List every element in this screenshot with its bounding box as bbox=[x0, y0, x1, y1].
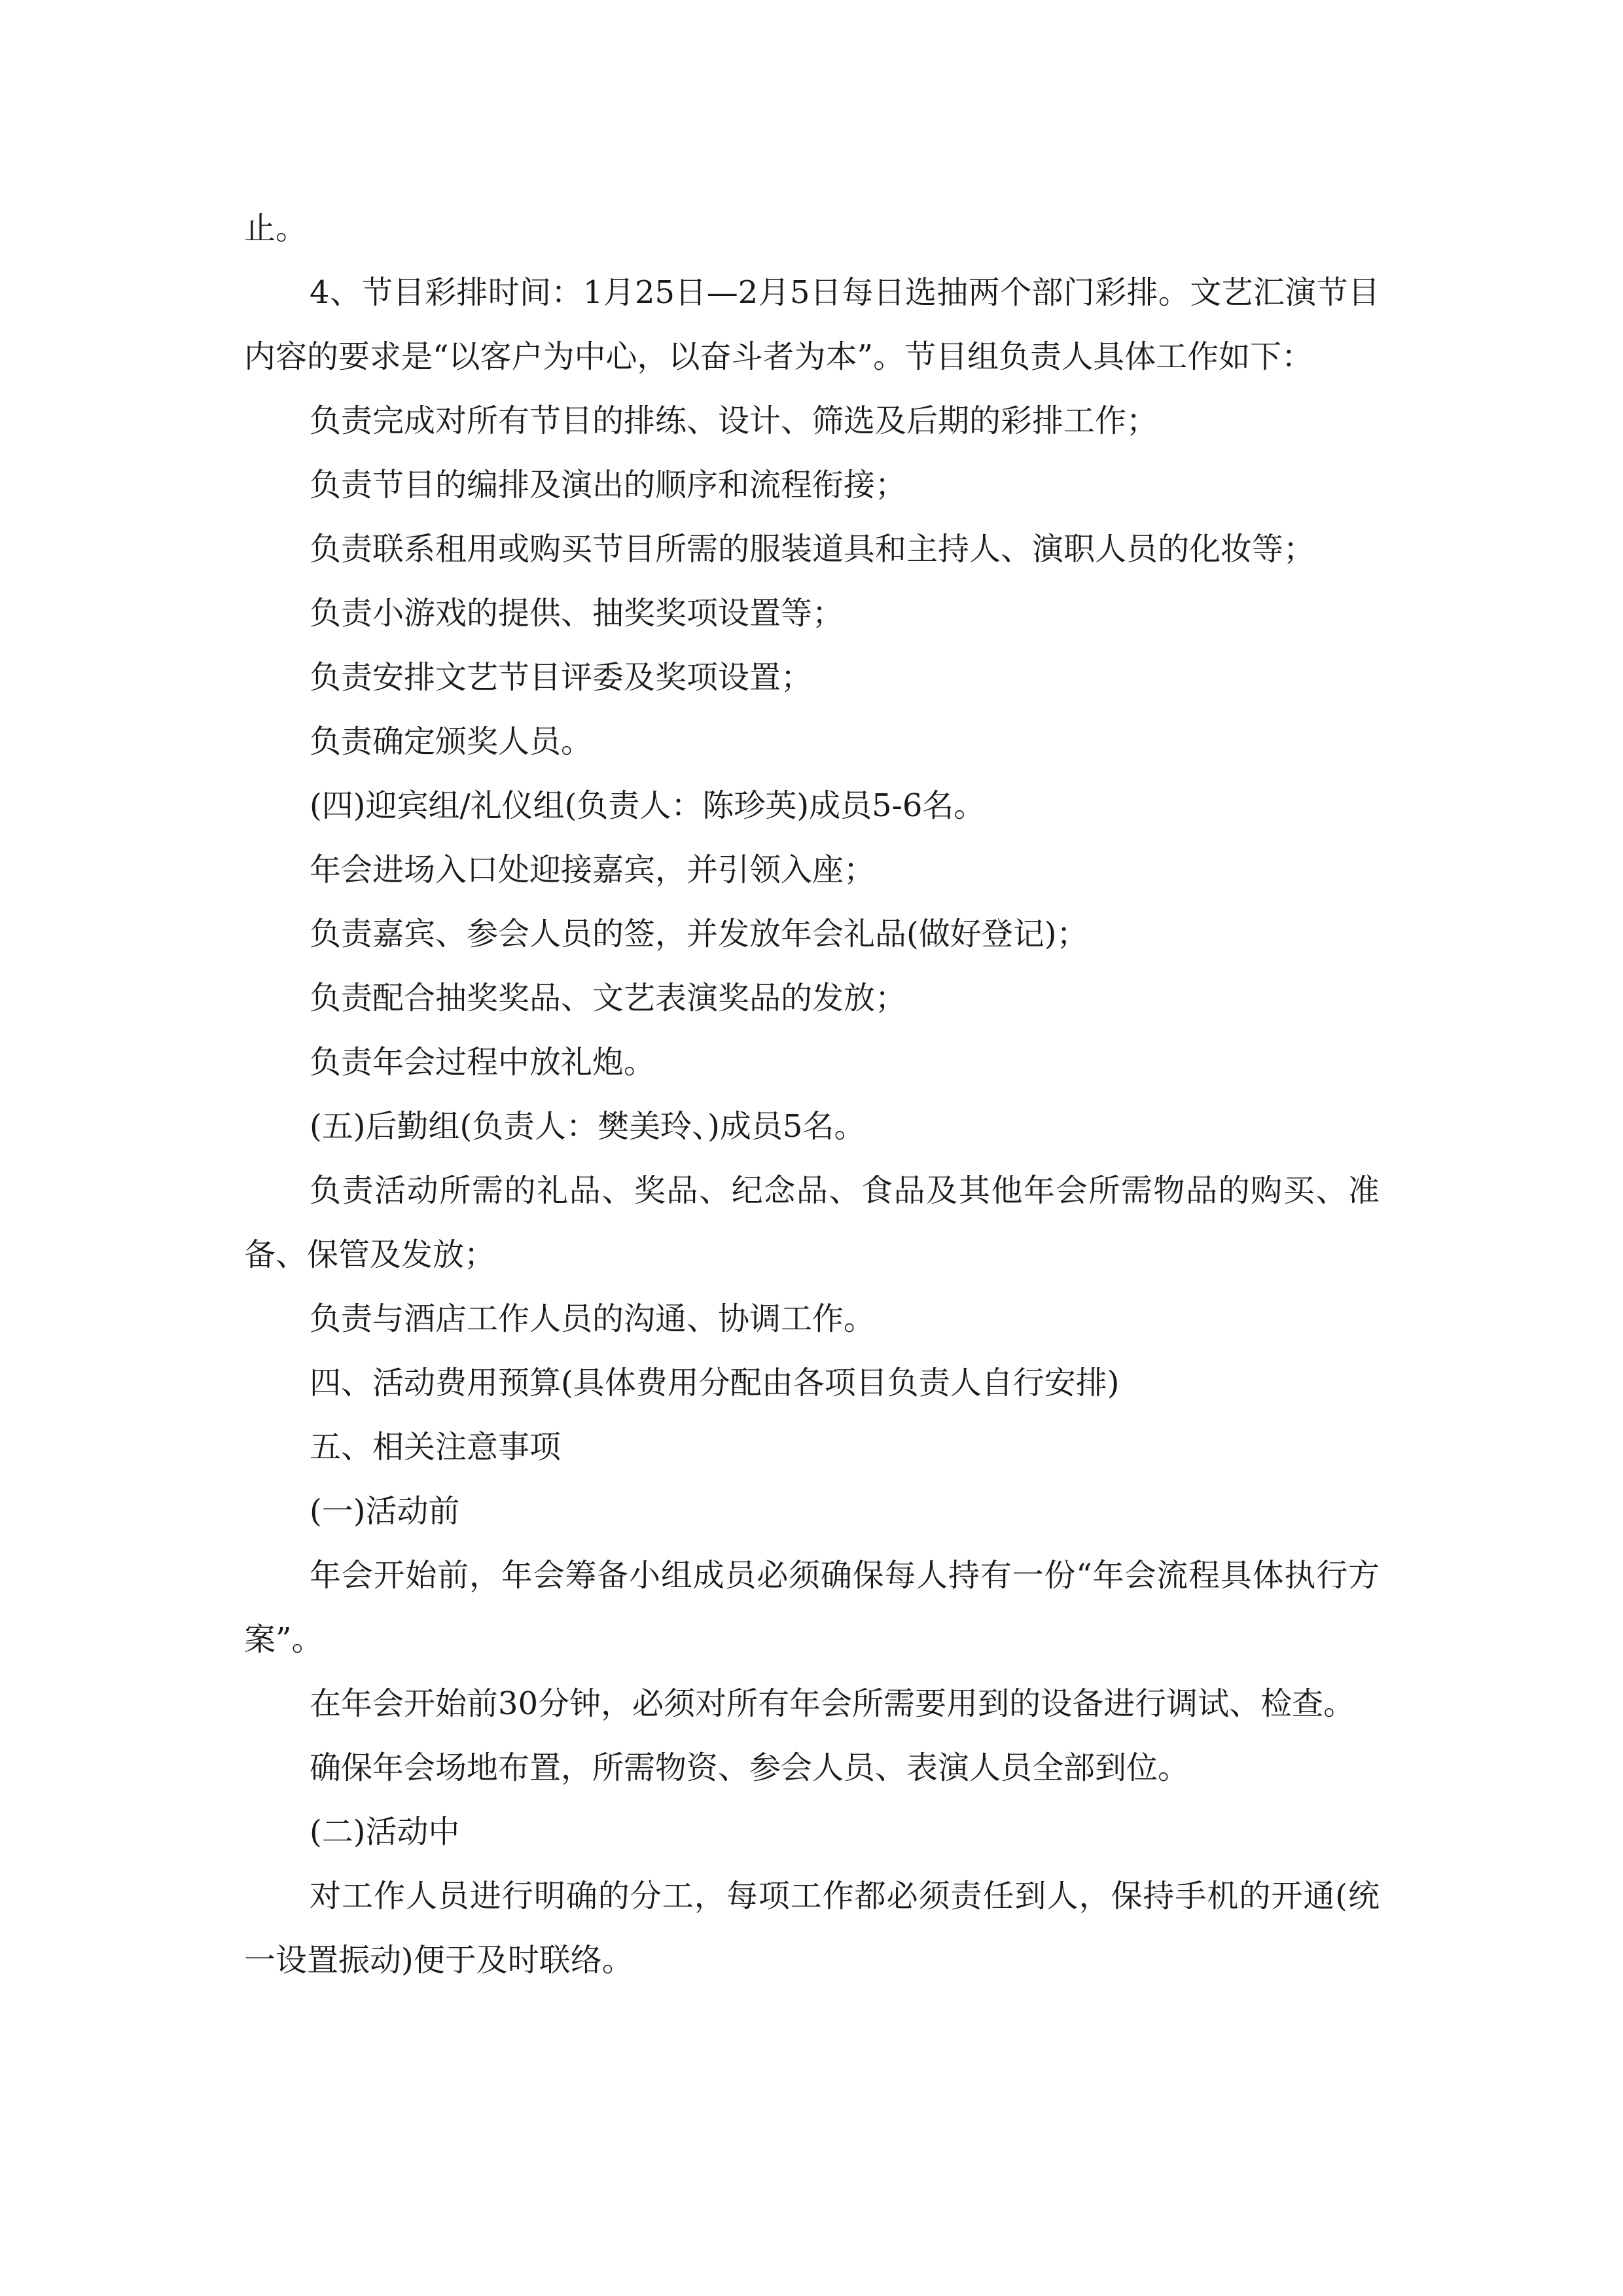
section-heading-logistics-group: (五)后勤组(负责人：樊美玲、)成员5名。 bbox=[310, 1108, 866, 1145]
paragraph-reception-signin: 负责嘉宾、参会人员的签，并发放年会礼品(做好登记)； bbox=[310, 916, 1088, 952]
paragraph-before-equipment: 在年会开始前30分钟，必须对所有年会所需要用到的设备进行调试、检查。 bbox=[310, 1685, 1355, 1722]
paragraph-reception-greet: 年会进场入口处迎接嘉宾，并引领入座； bbox=[310, 852, 876, 888]
paragraph-continuation: 止。 bbox=[244, 210, 308, 247]
section-heading-notes: 五、相关注意事项 bbox=[310, 1429, 562, 1465]
paragraph-duty-arrangement: 负责节目的编排及演出的顺序和流程衔接； bbox=[310, 467, 907, 503]
paragraph-duty-presenters: 负责确定颁奖人员。 bbox=[310, 723, 593, 760]
paragraph-duty-costume: 负责联系租用或购买节目所需的服装道具和主持人、演职人员的化妆等； bbox=[310, 531, 1315, 567]
document-body bbox=[244, 196, 1380, 1992]
paragraph-duty-games: 负责小游戏的提供、抽奖奖项设置等； bbox=[310, 595, 844, 632]
paragraph-logistics-purchase: 负责活动所需的礼品、奖品、纪念品、食品及其他年会所需物品的购买、准备、保管及发放； bbox=[244, 1172, 1380, 1273]
section-heading-budget: 四、活动费用预算(具体费用分配由各项目负责人自行安排) bbox=[310, 1365, 1120, 1401]
subsection-heading-during: (二)活动中 bbox=[310, 1814, 460, 1850]
paragraph-during-staff: 对工作人员进行明确的分工，每项工作都必须责任到人，保持手机的开通(统一设置振动)便于及时联络。 bbox=[244, 1878, 1380, 1979]
paragraph-rehearsal-time: 4、节目彩排时间：1月25日—2月5日每日选抽两个部门彩排。文艺汇演节目内容的要求是“以客户为中心，以奋斗者为本”。节目组负责人具体工作如下： bbox=[244, 274, 1380, 375]
paragraph-duty-rehearsal: 负责完成对所有节目的排练、设计、筛选及后期的彩排工作； bbox=[310, 403, 1158, 439]
paragraph-reception-salute: 负责年会过程中放礼炮。 bbox=[310, 1044, 656, 1081]
paragraph-logistics-hotel: 负责与酒店工作人员的沟通、协调工作。 bbox=[310, 1300, 876, 1337]
paragraph-reception-prizes: 负责配合抽奖奖品、文艺表演奖品的发放； bbox=[310, 980, 907, 1016]
paragraph-before-venue: 确保年会场地布置，所需物资、参会人员、表演人员全部到位。 bbox=[310, 1749, 1190, 1786]
subsection-heading-before: (一)活动前 bbox=[310, 1493, 460, 1530]
paragraph-duty-judges: 负责安排文艺节目评委及奖项设置； bbox=[310, 659, 813, 696]
section-heading-reception-group: (四)迎宾组/礼仪组(负责人：陈珍英)成员5-6名。 bbox=[310, 787, 986, 824]
paragraph-before-plan: 年会开始前，年会筹备小组成员必须确保每人持有一份“年会流程具体执行方案”。 bbox=[244, 1557, 1380, 1658]
